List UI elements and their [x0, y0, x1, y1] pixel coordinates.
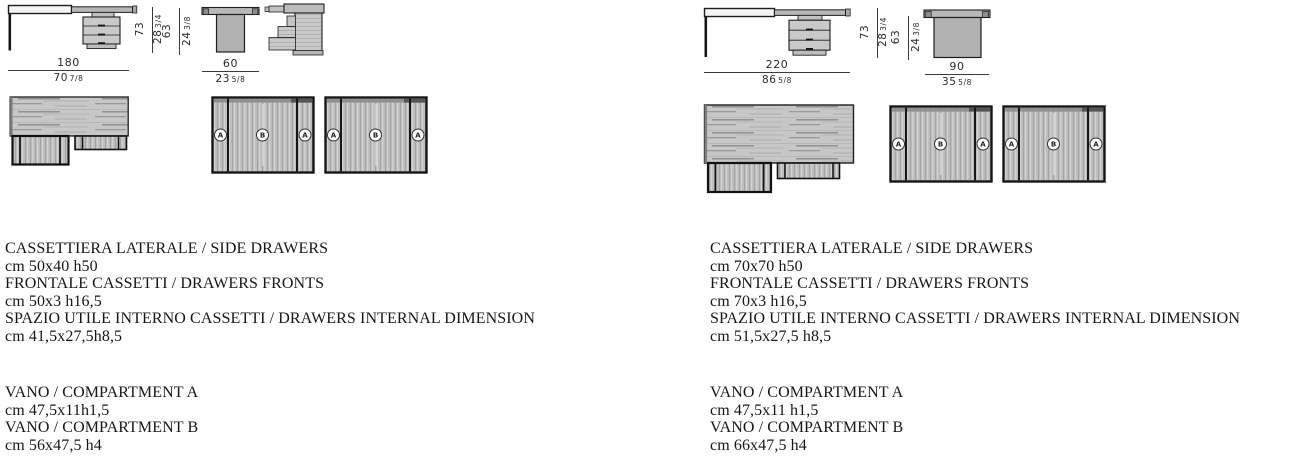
- svg-text:A: A: [895, 140, 902, 149]
- marker-compartment-a-right: [299, 129, 311, 141]
- dim-inches: [8, 71, 129, 85]
- dim-value: 24: [910, 37, 922, 52]
- marker-compartment-a-left: [1006, 138, 1018, 150]
- drawer-top-view: [1002, 105, 1106, 183]
- back-rail-dark: [969, 108, 990, 112]
- dim-inches: [704, 73, 850, 87]
- dim-height-top-in: [910, 22, 922, 52]
- drawer-unit-top-rail: [798, 15, 822, 20]
- spec-block-180: [5, 240, 535, 346]
- marker-compartment-a-right: [977, 138, 989, 150]
- drawer-top-view: [889, 105, 993, 183]
- desktop-plan: [10, 97, 128, 136]
- spec-value: cm 51,5x27,5 h8,5: [710, 327, 832, 345]
- dim-cm: [8, 56, 129, 70]
- drawer-top-view: [324, 96, 428, 174]
- dim-value: 23: [215, 73, 231, 85]
- spec-label: CASSETTIERA LATERALE / SIDE DRAWERS: [710, 240, 1034, 257]
- drawer-unit-base: [87, 44, 116, 49]
- drawer-unit-body: [83, 17, 120, 44]
- drawer-unit-base: [793, 50, 826, 55]
- side-panel: [217, 15, 245, 53]
- marker-compartment-a-right: [1090, 138, 1102, 150]
- dim-value: 73: [134, 21, 146, 37]
- svg-text:B: B: [259, 131, 266, 140]
- desktop-slab-left: [705, 9, 775, 17]
- compartment-block-220: [710, 384, 903, 454]
- spec-value: cm 50x40 h50: [5, 257, 98, 275]
- marker-compartment-b: [1048, 138, 1060, 150]
- dim-height-total-in: [877, 17, 889, 47]
- edge-tab-left: [203, 9, 209, 15]
- dim-value: 28: [152, 29, 164, 44]
- spec-value: cm 50x3 h16,5: [5, 292, 102, 310]
- spec-label: FRONTALE CASSETTI / DRAWERS FRONTS: [710, 275, 1030, 293]
- back-rail-dark: [291, 99, 312, 103]
- svg-text:A: A: [1008, 140, 1015, 149]
- compartment-value: cm 56x47,5 h4: [5, 436, 102, 454]
- dim-fraction: 3/4: [154, 14, 163, 28]
- svg-text:A: A: [217, 131, 224, 140]
- drawer-unit-top-rail: [92, 12, 114, 17]
- dim-height-top-cm: [890, 30, 902, 45]
- desktop-plan-left-edge: [705, 105, 708, 163]
- back-rail-dark: [1082, 108, 1103, 112]
- spec-label: SPAZIO UTILE INTERNO CASSETTI / DRAWERS INTERNAL DIMENSION: [5, 310, 535, 328]
- dim-height-total-cm: [859, 25, 871, 40]
- dim-height-top-cm: [161, 24, 173, 39]
- dim-value: 90: [949, 60, 965, 73]
- compartment-block-180: [5, 384, 198, 454]
- marker-compartment-b: [935, 138, 947, 150]
- desk-plan-view-180: [9, 95, 130, 169]
- svg-text:B: B: [1050, 140, 1057, 149]
- svg-text:A: A: [415, 131, 421, 140]
- dim-value: 60: [222, 57, 239, 70]
- dim-value: 70: [53, 72, 69, 84]
- open-drawer-1: [287, 16, 296, 27]
- dim-value: 28: [877, 32, 889, 47]
- marker-compartment-a-left: [215, 129, 227, 141]
- drawer-unit-plan: [295, 13, 322, 51]
- dim-cm: [704, 58, 850, 72]
- spec-label: SPAZIO UTILE INTERNO CASSETTI / DRAWERS INTERNAL DIMENSION: [710, 310, 1240, 328]
- spec-block-220: [710, 240, 1240, 346]
- desk-leg: [9, 14, 12, 51]
- dim-value: 73: [859, 24, 871, 40]
- detail-tab-end: [265, 7, 269, 12]
- svg-text:B: B: [937, 140, 944, 149]
- desktop-slab-right: [72, 7, 133, 13]
- spec-value: cm 70x3 h16,5: [710, 292, 807, 310]
- dim-fraction: 5/8: [958, 78, 972, 87]
- dim-width-desk: [8, 56, 129, 85]
- desktop-plan-left-edge: [10, 97, 12, 136]
- dim-fraction: 3/8: [183, 16, 192, 30]
- dim-fraction: 7/8: [69, 74, 84, 83]
- desktop-slab-left: [9, 6, 72, 14]
- dim-inches: [925, 75, 989, 89]
- svg-text:A: A: [980, 140, 986, 149]
- desk-front-view-180: [4, 2, 138, 58]
- desk-leg: [705, 17, 708, 58]
- detail-base-bar: [293, 51, 323, 56]
- modesty-panel-plan: [778, 163, 840, 179]
- dim-height-total-cm: [134, 22, 146, 37]
- dim-fraction: 3/4: [879, 17, 888, 31]
- open-drawers-detail-view: [262, 1, 328, 59]
- dim-height-top-in: [181, 16, 193, 46]
- compartment-label: VANO / COMPARTMENT B: [710, 419, 904, 437]
- drawer-top-view: [211, 96, 315, 174]
- spec-label: CASSETTIERA LATERALE / SIDE DRAWERS: [5, 240, 329, 257]
- spec-label: FRONTALE CASSETTI / DRAWERS FRONTS: [5, 275, 325, 293]
- dim-value: 63: [161, 23, 173, 39]
- dim-value: 180: [57, 56, 80, 69]
- back-rail-dark: [404, 99, 425, 103]
- dim-width-desk: [704, 58, 850, 87]
- desktop-plan: [705, 105, 854, 163]
- drawer-unit-body: [789, 20, 830, 50]
- dim-fraction: 5/8: [778, 76, 792, 85]
- dim-line-height-top: [179, 8, 180, 55]
- desktop-end-cap: [133, 6, 137, 13]
- marker-compartment-a-left: [328, 129, 340, 141]
- spec-value: cm 70x70 h50: [710, 257, 803, 275]
- open-drawer-2: [278, 27, 296, 38]
- dim-depth-desk: [925, 60, 989, 89]
- desk-side-view-90: [923, 4, 991, 59]
- dim-cm: [202, 57, 259, 71]
- dim-fraction: 5/8: [231, 75, 246, 84]
- compartment-value: cm 66x47,5 h4: [710, 436, 807, 454]
- compartment-value: cm 47,5x11 h1,5: [710, 401, 819, 419]
- compartment-label: VANO / COMPARTMENT B: [5, 419, 199, 437]
- edge-tab-right: [983, 11, 989, 17]
- compartment-label: VANO / COMPARTMENT A: [710, 384, 904, 401]
- desktop-plan-bar: [284, 4, 324, 13]
- side-panel: [934, 18, 981, 58]
- svg-text:A: A: [302, 131, 308, 140]
- spec-value: cm 41,5x27,5h8,5: [5, 327, 123, 345]
- compartment-label: VANO / COMPARTMENT A: [5, 384, 199, 401]
- detail-tab: [269, 6, 284, 12]
- dim-line-height-top: [908, 16, 909, 60]
- desk-plan-view-220: [703, 103, 855, 195]
- marker-compartment-b: [370, 129, 382, 141]
- dim-cm: [925, 60, 989, 74]
- edge-tab-right: [252, 9, 257, 15]
- dim-value: 220: [765, 58, 789, 71]
- desktop-end-cap: [846, 9, 851, 16]
- dim-value: 24: [181, 31, 193, 46]
- desktop-slab-right: [775, 10, 846, 16]
- dim-depth-desk: [202, 57, 259, 86]
- dim-value: 35: [942, 76, 957, 88]
- desktop-edge: [924, 10, 990, 18]
- dim-value: 86: [762, 74, 777, 86]
- dim-fraction: 3/8: [912, 22, 921, 36]
- open-drawer-3: [269, 38, 296, 51]
- dim-value: 63: [890, 29, 902, 45]
- svg-text:B: B: [372, 131, 379, 140]
- svg-text:A: A: [1093, 140, 1099, 149]
- marker-compartment-a-left: [893, 138, 905, 150]
- edge-tab-left: [925, 11, 931, 17]
- compartment-value: cm 47,5x11h1,5: [5, 401, 110, 419]
- drawer-unit-plan-block: [708, 163, 771, 192]
- desk-side-view-60: [201, 3, 260, 53]
- marker-compartment-a-right: [412, 129, 424, 141]
- svg-text:A: A: [330, 131, 337, 140]
- desk-front-view-220: [702, 2, 854, 60]
- desktop-edge: [202, 8, 259, 15]
- dim-inches: [202, 72, 259, 86]
- marker-compartment-b: [257, 129, 269, 141]
